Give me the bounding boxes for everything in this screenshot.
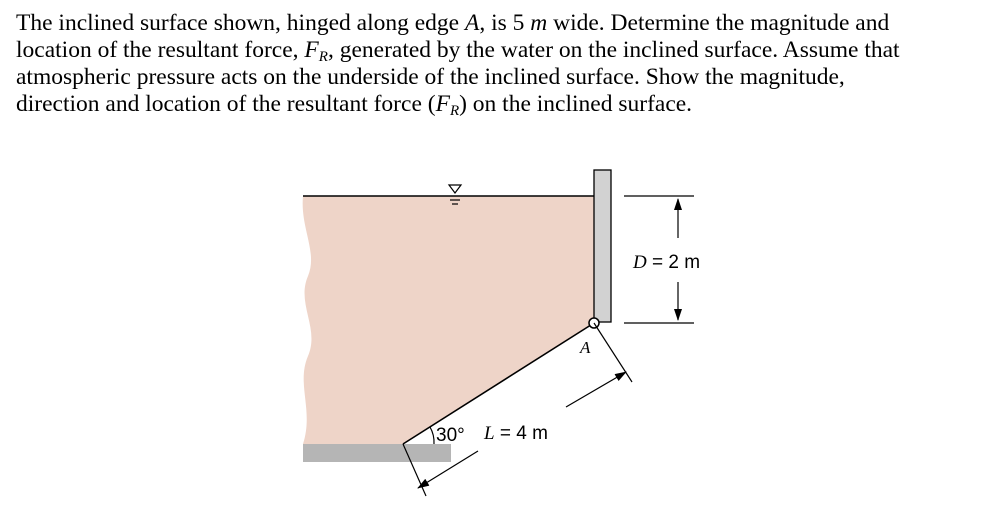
angle-label: 30° [436, 425, 465, 446]
unit-m: m [530, 10, 548, 36]
force-subscript: R [449, 103, 460, 119]
problem-text: wide. Determine the magnitude and [547, 10, 890, 36]
vertical-wall [594, 170, 611, 322]
problem-text: location of the resultant force, [16, 37, 305, 63]
depth-value: = 2 m [646, 252, 701, 273]
force-variable: F [435, 91, 450, 117]
length-value: = 4 m [494, 423, 548, 444]
floor-slab [303, 444, 451, 462]
angle-arc [430, 427, 434, 444]
force-variable: F [304, 37, 319, 63]
force-subscript: R [318, 49, 328, 65]
hinge-label: A [580, 338, 591, 357]
problem-text: The inclined surface shown, hinged along edge [16, 10, 465, 36]
problem-text: direction and location of the resultant force ( [16, 91, 436, 117]
problem-text: ) on the inclined surface. [459, 91, 693, 117]
length-variable: L [484, 423, 495, 444]
depth-variable: D [633, 252, 647, 273]
problem-text: , generated by the water on the inclined surface. Assume that [327, 37, 900, 63]
problem-text: atmospheric pressure acts on the underside of the inclined surface. Show the magnitude, [16, 64, 845, 90]
depth-label [632, 252, 700, 273]
water-region [303, 196, 594, 444]
problem-text: , is 5 [479, 10, 531, 36]
hinge-variable: A [464, 10, 480, 36]
length-label [483, 423, 548, 444]
